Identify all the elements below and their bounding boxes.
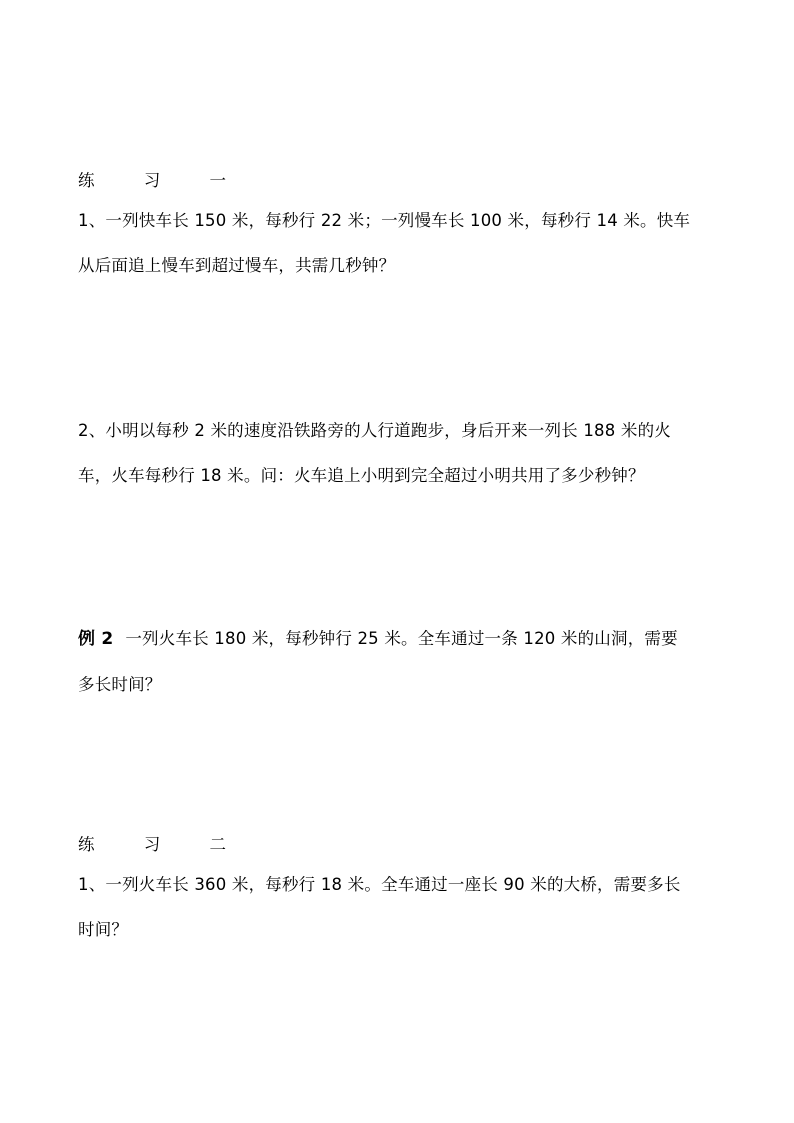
heading-text: 练 习 一 [78,171,248,190]
practice-1-question-2 [78,408,728,498]
question-line: 1、一列火车长 360 米，每秒行 18 米。全车通过一座长 90 米的大桥，需要多长 [78,875,681,894]
question-line: 1、一列快车长 150 米，每秒行 22 米；一列慢车长 100 米，每秒行 14 米。快车 [78,211,691,230]
question-line: 时间？ [78,920,129,939]
example-2 [78,616,728,707]
example-line: 多长时间？ [78,675,162,694]
section-heading-practice-2 [78,822,728,867]
question-line: 2、小明以每秒 2 米的速度沿铁路旁的人行道跑步，身后开来一列长 188 米的火 [78,421,671,440]
example-label: 例 2 [78,629,114,649]
question-line: 从后面追上慢车到超过慢车，共需几秒钟？ [78,256,396,275]
heading-text: 练 习 二 [78,835,248,854]
example-line: 一列火车长 180 米，每秒钟行 25 米。全车通过一条 120 米的山洞，需要 [125,629,678,648]
question-line: 车，火车每秒行 18 米。问：火车追上小明到完全超过小明共用了多少秒钟？ [78,466,645,485]
practice-1-question-1 [78,198,728,288]
section-heading-practice-1 [78,158,728,203]
practice-2-question-1 [78,862,728,952]
